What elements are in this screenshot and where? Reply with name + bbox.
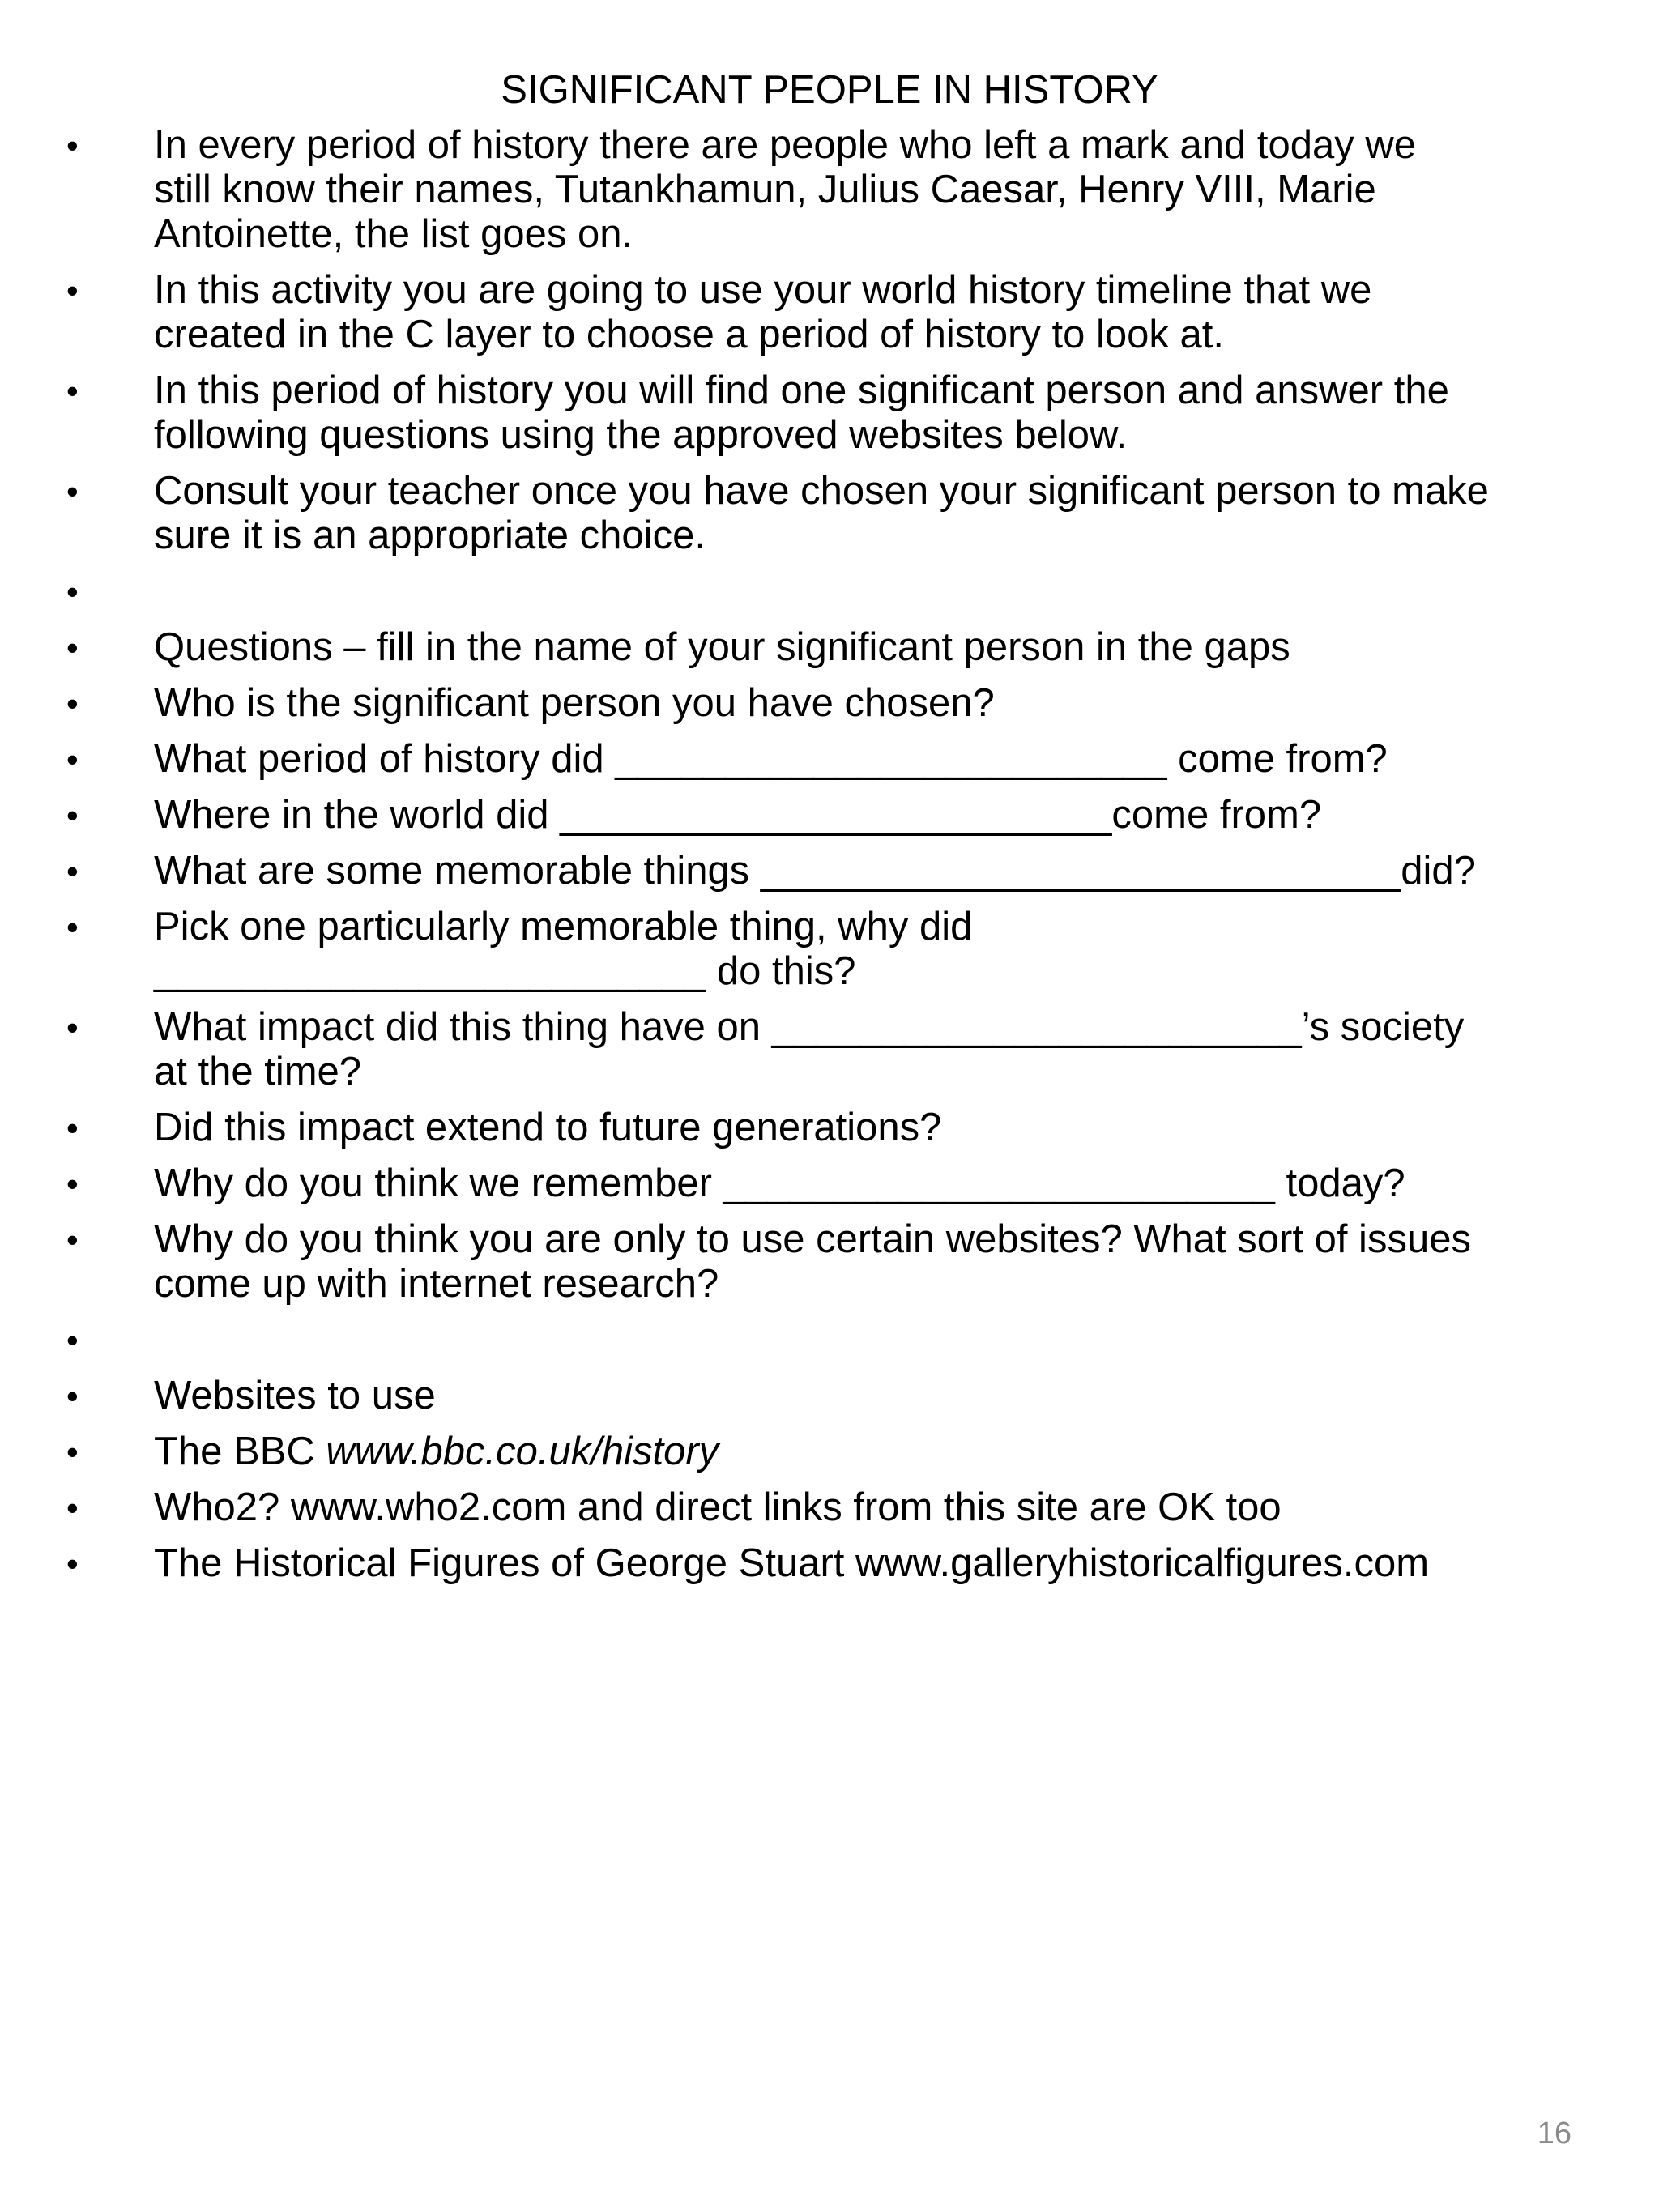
website-label: The BBC <box>154 1430 326 1473</box>
website-url: www.bbc.co.uk/history <box>326 1430 719 1473</box>
list-item <box>65 1106 1604 1150</box>
bullet-icon: • <box>66 740 79 778</box>
bullet-icon: • <box>66 372 79 410</box>
worksheet-bullet-list <box>65 123 1604 1597</box>
bullet-icon: • <box>66 573 79 611</box>
list-item <box>65 268 1604 357</box>
question-text: Why do you think you are only to use certain websites? What sort of issues come up with internet research? <box>154 1217 1471 1306</box>
bullet-icon: • <box>66 1377 79 1415</box>
list-item <box>65 569 1604 614</box>
list-item <box>65 1430 1604 1474</box>
bullet-icon: • <box>66 908 79 946</box>
list-item <box>65 1005 1604 1094</box>
question-text: Why do you think we remember _________________________ today? <box>154 1161 1405 1205</box>
list-item <box>65 849 1604 893</box>
bullet-icon: • <box>66 1489 79 1527</box>
list-item <box>65 1318 1604 1362</box>
question-text: What are some memorable things _____________________________did? <box>154 849 1476 893</box>
bullet-icon: • <box>66 1545 79 1583</box>
list-item <box>65 1217 1604 1306</box>
question-text: Pick one particularly memorable thing, why did _________________________ do this? <box>154 905 973 993</box>
bullet-icon: • <box>66 1165 79 1203</box>
page-title: SIGNIFICANT PEOPLE IN HISTORY <box>501 68 1158 112</box>
bullet-icon: • <box>66 1109 79 1147</box>
list-item <box>65 1374 1604 1418</box>
question-text: Where in the world did _________________________come from? <box>154 793 1322 837</box>
list-item <box>65 625 1604 670</box>
website-who2: Who2? www.who2.com and direct links from this site are OK too <box>154 1485 1282 1529</box>
bullet-icon: • <box>66 684 79 722</box>
bullet-icon: • <box>66 1008 79 1046</box>
questions-heading-text: Questions – fill in the name of your significant person in the gaps <box>154 625 1290 669</box>
bullet-icon: • <box>66 271 79 309</box>
bullet-icon: • <box>66 796 79 834</box>
bullet-icon: • <box>66 852 79 890</box>
question-text: What period of history did _________________________ come from? <box>154 737 1388 781</box>
bullet-icon: • <box>66 472 79 510</box>
list-item <box>65 793 1604 837</box>
website-historical-figures: The Historical Figures of George Stuart www.galleryhistoricalfigures.com <box>154 1541 1430 1585</box>
question-text: Did this impact extend to future generations? <box>154 1106 942 1149</box>
bullet-icon: • <box>66 1221 79 1259</box>
bullet-icon: • <box>66 629 79 667</box>
list-item <box>65 369 1604 458</box>
page-number: 16 <box>1537 2116 1572 2150</box>
bullet-icon: • <box>66 1433 79 1471</box>
question-text: Who is the significant person you have chosen? <box>154 681 995 725</box>
list-item <box>65 737 1604 782</box>
website-bbc <box>154 1430 1604 1474</box>
list-item <box>65 681 1604 726</box>
list-item <box>65 1161 1604 1206</box>
bullet-icon: • <box>66 126 79 164</box>
teacher-consult-text: Consult your teacher once you have chosen your significant person to make sure it is an appropriate choice. <box>154 469 1489 557</box>
list-item <box>65 123 1604 257</box>
period-instruction-text: In this period of history you will find one significant person and answer the following questions using the approved websites below. <box>154 369 1449 457</box>
list-item <box>65 469 1604 558</box>
activity-text: In this activity you are going to use your world history timeline that we created in the C layer to choose a period of history to look at. <box>154 268 1372 356</box>
list-item <box>65 1541 1604 1586</box>
list-item <box>65 1485 1604 1530</box>
list-item <box>65 905 1604 994</box>
intro-text: In every period of history there are people who left a mark and today we still know their names, Tutankhamun, Julius Caesar, Henry VIII, Marie Antoinette, the list goes on. <box>154 123 1416 256</box>
question-text: What impact did this thing have on ________________________’s society at the time? <box>154 1005 1465 1093</box>
bullet-icon: • <box>66 1321 79 1359</box>
websites-heading-text: Websites to use <box>154 1374 436 1417</box>
